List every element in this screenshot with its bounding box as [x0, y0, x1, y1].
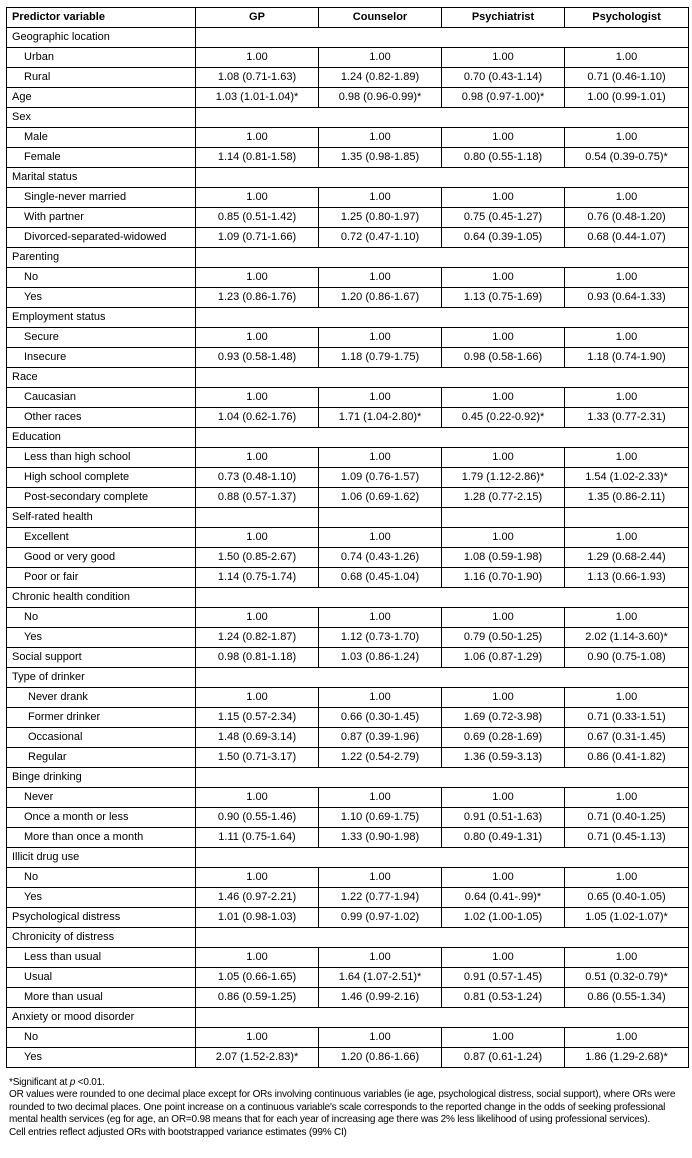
cell-psychiatrist: 0.80 (0.55-1.18): [442, 148, 565, 168]
row-label: More than once a month: [7, 828, 196, 848]
cell-gp: 0.88 (0.57-1.37): [196, 488, 319, 508]
cell-gp: 1.08 (0.71-1.63): [196, 68, 319, 88]
cell-psychiatrist: 1.00: [442, 388, 565, 408]
cell-counselor: 1.00: [319, 948, 442, 968]
cell-psychiatrist: [442, 508, 565, 528]
cell-psychiatrist: 1.00: [442, 608, 565, 628]
table-row: [7, 748, 689, 768]
cell-gp: 1.46 (0.97-2.21): [196, 888, 319, 908]
significance-note-suffix: <0.01.: [75, 1077, 105, 1088]
cell-psychiatrist: 1.00: [442, 1028, 565, 1048]
cell-counselor: 0.98 (0.96-0.99)*: [319, 88, 442, 108]
group-header-row: [7, 588, 689, 608]
row-label: Yes: [7, 888, 196, 908]
cell-counselor: 1.00: [319, 1028, 442, 1048]
row-label: Yes: [7, 628, 196, 648]
cell-psychologist: 1.00: [565, 528, 689, 548]
cell-counselor: 1.35 (0.98-1.85): [319, 148, 442, 168]
cell-psychologist: 0.51 (0.32-0.79)*: [565, 968, 689, 988]
table-row: [7, 828, 689, 848]
cell-psychologist: 1.00: [565, 128, 689, 148]
table-footnotes: [9, 1077, 689, 1139]
cell-gp: 0.86 (0.59-1.25): [196, 988, 319, 1008]
table-row: [7, 708, 689, 728]
cell-counselor: 1.25 (0.80-1.97): [319, 208, 442, 228]
cell-gp: 1.50 (0.71-3.17): [196, 748, 319, 768]
cell-psychologist: 0.90 (0.75-1.08): [565, 648, 689, 668]
group-spacer-cell: [196, 168, 689, 188]
table-row: [7, 608, 689, 628]
rounding-note: OR values were rounded to one decimal place except for ORs involving continuous variables (ie age, psychological distress, social support), where ORs were rounded to two decimal places. One point increase on a continuous variable's scale corresponds to the reported change in the odds of seeking professional mental health services (eg for age, an OR=0.98 means that for each year of increasing age there was 2% less likelihood of using professional services).: [9, 1089, 676, 1126]
significance-note-prefix: *Significant at: [9, 1077, 70, 1088]
group-header-row: [7, 368, 689, 388]
row-label: Sex: [7, 108, 196, 128]
row-label: Race: [7, 368, 196, 388]
table-row: [7, 328, 689, 348]
header-gp: GP: [196, 8, 319, 28]
table-row: [7, 188, 689, 208]
cell-psychologist: 1.18 (0.74-1.90): [565, 348, 689, 368]
cell-gp: 1.23 (0.86-1.76): [196, 288, 319, 308]
table-row: [7, 868, 689, 888]
cell-psychologist: 0.71 (0.46-1.10): [565, 68, 689, 88]
row-label: Occasional: [7, 728, 196, 748]
group-header-row: [7, 248, 689, 268]
cell-counselor: 1.22 (0.77-1.94): [319, 888, 442, 908]
cell-psychiatrist: 0.98 (0.97-1.00)*: [442, 88, 565, 108]
table-row: [7, 788, 689, 808]
group-spacer-cell: [196, 248, 689, 268]
cell-gp: 1.00: [196, 788, 319, 808]
cell-psychologist: 1.00: [565, 48, 689, 68]
row-label: Post-secondary complete: [7, 488, 196, 508]
group-header-row: [7, 508, 689, 528]
row-label: Marital status: [7, 168, 196, 188]
group-spacer-cell: [196, 368, 689, 388]
cell-gp: 0.73 (0.48-1.10): [196, 468, 319, 488]
row-label: Psychological distress: [7, 908, 196, 928]
cell-counselor: 1.00: [319, 328, 442, 348]
cell-psychiatrist: 0.64 (0.41-.99)*: [442, 888, 565, 908]
row-label: Good or very good: [7, 548, 196, 568]
group-header-row: [7, 108, 689, 128]
table-row: [7, 648, 689, 668]
table-row: [7, 548, 689, 568]
cell-counselor: 1.00: [319, 448, 442, 468]
table-row: [7, 448, 689, 468]
row-label: Regular: [7, 748, 196, 768]
table-row: [7, 628, 689, 648]
table-row: [7, 148, 689, 168]
cell-psychologist: 0.86 (0.41-1.82): [565, 748, 689, 768]
cell-gp: 1.00: [196, 948, 319, 968]
row-label: Employment status: [7, 308, 196, 328]
row-label: Less than high school: [7, 448, 196, 468]
cell-psychiatrist: 1.00: [442, 448, 565, 468]
row-label: No: [7, 268, 196, 288]
cell-gp: 1.24 (0.82-1.87): [196, 628, 319, 648]
table-row: [7, 808, 689, 828]
cell-psychologist: 1.00: [565, 688, 689, 708]
row-label: Usual: [7, 968, 196, 988]
group-header-row: [7, 848, 689, 868]
row-label: Parenting: [7, 248, 196, 268]
cell-psychiatrist: 1.06 (0.87-1.29): [442, 648, 565, 668]
table-row: [7, 1048, 689, 1068]
cell-gp: 1.14 (0.81-1.58): [196, 148, 319, 168]
group-spacer-cell: [196, 428, 689, 448]
table-row: [7, 988, 689, 1008]
cell-gp: 0.85 (0.51-1.42): [196, 208, 319, 228]
group-spacer-cell: [196, 848, 689, 868]
row-label: Excellent: [7, 528, 196, 548]
cell-psychiatrist: 0.91 (0.51-1.63): [442, 808, 565, 828]
cell-psychiatrist: 1.69 (0.72-3.98): [442, 708, 565, 728]
cell-psychologist: 1.00: [565, 388, 689, 408]
group-spacer-cell: [196, 588, 689, 608]
cell-psychologist: 1.00: [565, 948, 689, 968]
cell-gp: 2.07 (1.52-2.83)*: [196, 1048, 319, 1068]
cell-gp: 1.00: [196, 448, 319, 468]
cell-psychologist: 1.00: [565, 608, 689, 628]
cell-gp: 1.00: [196, 1028, 319, 1048]
cell-psychiatrist: 0.70 (0.43-1.14): [442, 68, 565, 88]
row-label: No: [7, 1028, 196, 1048]
cell-psychologist: 0.93 (0.64-1.33): [565, 288, 689, 308]
cell-psychiatrist: 1.13 (0.75-1.69): [442, 288, 565, 308]
group-header-row: [7, 308, 689, 328]
cell-gp: 1.05 (0.66-1.65): [196, 968, 319, 988]
odds-ratio-table: [6, 7, 689, 1068]
cell-psychiatrist: 0.98 (0.58-1.66): [442, 348, 565, 368]
cell-psychologist: 0.71 (0.45-1.13): [565, 828, 689, 848]
group-header-row: [7, 28, 689, 48]
cell-gp: 1.00: [196, 48, 319, 68]
table-row: [7, 728, 689, 748]
cell-gp: 1.50 (0.85-2.67): [196, 548, 319, 568]
group-spacer-cell: [196, 768, 689, 788]
cell-psychiatrist: 0.87 (0.61-1.24): [442, 1048, 565, 1068]
table-body: [7, 28, 689, 1068]
cell-counselor: 1.00: [319, 788, 442, 808]
row-label: Single-never married: [7, 188, 196, 208]
cell-gp: 1.00: [196, 388, 319, 408]
table-row: [7, 288, 689, 308]
cell-counselor: 1.18 (0.79-1.75): [319, 348, 442, 368]
cell-counselor: 0.99 (0.97-1.02): [319, 908, 442, 928]
cell-counselor: 1.20 (0.86-1.67): [319, 288, 442, 308]
cell-counselor: 0.74 (0.43-1.26): [319, 548, 442, 568]
group-header-row: [7, 768, 689, 788]
cell-psychologist: 1.05 (1.02-1.07)*: [565, 908, 689, 928]
cell-counselor: 1.46 (0.99-2.16): [319, 988, 442, 1008]
cell-counselor: 1.24 (0.82-1.89): [319, 68, 442, 88]
cell-counselor: 0.66 (0.30-1.45): [319, 708, 442, 728]
group-spacer-cell: [196, 668, 689, 688]
group-spacer-cell: [196, 308, 689, 328]
row-label: Type of drinker: [7, 668, 196, 688]
table-row: [7, 948, 689, 968]
cell-psychologist: 1.00: [565, 268, 689, 288]
header-psychiatrist: Psychiatrist: [442, 8, 565, 28]
cell-counselor: 1.00: [319, 388, 442, 408]
row-label: Former drinker: [7, 708, 196, 728]
row-label: Poor or fair: [7, 568, 196, 588]
cell-gp: 0.98 (0.81-1.18): [196, 648, 319, 668]
cell-psychologist: 1.00: [565, 328, 689, 348]
row-label: Male: [7, 128, 196, 148]
cell-psychiatrist: 1.00: [442, 328, 565, 348]
row-label: Age: [7, 88, 196, 108]
cell-psychologist: 1.00: [565, 188, 689, 208]
table-row: [7, 68, 689, 88]
cell-psychologist: 0.86 (0.55-1.34): [565, 988, 689, 1008]
cell-counselor: 0.87 (0.39-1.96): [319, 728, 442, 748]
table-row: [7, 348, 689, 368]
cell-gp: 1.00: [196, 868, 319, 888]
cell-psychiatrist: 1.00: [442, 188, 565, 208]
cell-psychologist: 0.76 (0.48-1.20): [565, 208, 689, 228]
cell-psychologist: 0.68 (0.44-1.07): [565, 228, 689, 248]
cell-entries-note: Cell entries reflect adjusted ORs with bootstrapped variance estimates (99% CI): [9, 1126, 347, 1138]
cell-counselor: 1.00: [319, 188, 442, 208]
significance-note: [9, 1077, 689, 1089]
table-row: [7, 128, 689, 148]
group-spacer-cell: [196, 928, 689, 948]
group-header-row: [7, 428, 689, 448]
row-label: Other races: [7, 408, 196, 428]
cell-counselor: 1.10 (0.69-1.75): [319, 808, 442, 828]
cell-counselor: 0.72 (0.47-1.10): [319, 228, 442, 248]
cell-gp: 1.00: [196, 268, 319, 288]
row-label: Never drank: [7, 688, 196, 708]
table-row: [7, 228, 689, 248]
table-row: [7, 568, 689, 588]
row-label: No: [7, 868, 196, 888]
table-row: [7, 488, 689, 508]
row-label: Social support: [7, 648, 196, 668]
cell-gp: 1.00: [196, 528, 319, 548]
cell-gp: 1.04 (0.62-1.76): [196, 408, 319, 428]
cell-psychologist: 2.02 (1.14-3.60)*: [565, 628, 689, 648]
row-label: Less than usual: [7, 948, 196, 968]
cell-psychiatrist: 1.00: [442, 688, 565, 708]
cell-gp: 0.90 (0.55-1.46): [196, 808, 319, 828]
cell-psychologist: 1.13 (0.66-1.93): [565, 568, 689, 588]
cell-psychiatrist: 1.79 (1.12-2.86)*: [442, 468, 565, 488]
row-label: With partner: [7, 208, 196, 228]
cell-counselor: 1.00: [319, 868, 442, 888]
cell-psychologist: 1.33 (0.77-2.31): [565, 408, 689, 428]
row-label: More than usual: [7, 988, 196, 1008]
group-spacer-cell: [196, 108, 689, 128]
cell-gp: 1.03 (1.01-1.04)*: [196, 88, 319, 108]
cell-psychologist: 1.86 (1.29-2.68)*: [565, 1048, 689, 1068]
cell-psychologist: 1.00 (0.99-1.01): [565, 88, 689, 108]
row-label: Illicit drug use: [7, 848, 196, 868]
group-spacer-cell: [196, 1008, 689, 1028]
cell-gp: 1.00: [196, 128, 319, 148]
cell-psychiatrist: 1.16 (0.70-1.90): [442, 568, 565, 588]
group-header-row: [7, 668, 689, 688]
cell-psychiatrist: 0.79 (0.50-1.25): [442, 628, 565, 648]
table-row: [7, 968, 689, 988]
table-row: [7, 888, 689, 908]
cell-counselor: 1.64 (1.07-2.51)*: [319, 968, 442, 988]
cell-counselor: 1.06 (0.69-1.62): [319, 488, 442, 508]
cell-psychiatrist: 1.00: [442, 128, 565, 148]
cell-gp: 1.00: [196, 688, 319, 708]
table-row: [7, 908, 689, 928]
row-label: Anxiety or mood disorder: [7, 1008, 196, 1028]
header-counselor: Counselor: [319, 8, 442, 28]
cell-counselor: 1.00: [319, 128, 442, 148]
row-label: No: [7, 608, 196, 628]
cell-gp: 1.09 (0.71-1.66): [196, 228, 319, 248]
cell-psychiatrist: 1.00: [442, 868, 565, 888]
cell-psychiatrist: 1.00: [442, 48, 565, 68]
cell-psychologist: 1.00: [565, 448, 689, 468]
cell-counselor: [319, 508, 442, 528]
cell-psychologist: 0.71 (0.33-1.51): [565, 708, 689, 728]
row-label: Chronicity of distress: [7, 928, 196, 948]
cell-psychiatrist: 0.69 (0.28-1.69): [442, 728, 565, 748]
row-label: Self-rated health: [7, 508, 196, 528]
group-header-row: [7, 1008, 689, 1028]
row-label: Female: [7, 148, 196, 168]
row-label: Caucasian: [7, 388, 196, 408]
cell-gp: [196, 508, 319, 528]
row-label: Education: [7, 428, 196, 448]
cell-gp: 1.14 (0.75-1.74): [196, 568, 319, 588]
table-row: [7, 48, 689, 68]
cell-counselor: 1.00: [319, 528, 442, 548]
cell-gp: 1.15 (0.57-2.34): [196, 708, 319, 728]
cell-psychiatrist: 1.00: [442, 948, 565, 968]
cell-counselor: 1.12 (0.73-1.70): [319, 628, 442, 648]
table-row: [7, 408, 689, 428]
cell-counselor: 1.00: [319, 268, 442, 288]
cell-psychiatrist: 1.08 (0.59-1.98): [442, 548, 565, 568]
row-label: Once a month or less: [7, 808, 196, 828]
row-label: Binge drinking: [7, 768, 196, 788]
cell-psychiatrist: 0.80 (0.49-1.31): [442, 828, 565, 848]
cell-psychiatrist: 0.75 (0.45-1.27): [442, 208, 565, 228]
cell-psychiatrist: 0.64 (0.39-1.05): [442, 228, 565, 248]
table-row: [7, 688, 689, 708]
cell-psychologist: 1.00: [565, 1028, 689, 1048]
cell-gp: 1.11 (0.75-1.64): [196, 828, 319, 848]
cell-counselor: 0.68 (0.45-1.04): [319, 568, 442, 588]
header-predictor-variable: Predictor variable: [7, 8, 196, 28]
cell-psychiatrist: 0.81 (0.53-1.24): [442, 988, 565, 1008]
cell-psychologist: 1.54 (1.02-2.33)*: [565, 468, 689, 488]
group-spacer-cell: [196, 28, 689, 48]
cell-psychologist: 1.00: [565, 788, 689, 808]
significance-note-p: p: [69, 1077, 76, 1088]
row-label: Divorced-separated-widowed: [7, 228, 196, 248]
cell-psychologist: 0.54 (0.39-0.75)*: [565, 148, 689, 168]
table-row: [7, 1028, 689, 1048]
row-label: Geographic location: [7, 28, 196, 48]
table-row: [7, 468, 689, 488]
group-header-row: [7, 928, 689, 948]
cell-counselor: 1.22 (0.54-2.79): [319, 748, 442, 768]
cell-counselor: 1.03 (0.86-1.24): [319, 648, 442, 668]
row-label: Urban: [7, 48, 196, 68]
cell-psychiatrist: 0.91 (0.57-1.45): [442, 968, 565, 988]
cell-counselor: 1.00: [319, 608, 442, 628]
cell-psychologist: 0.67 (0.31-1.45): [565, 728, 689, 748]
table-row: [7, 208, 689, 228]
row-label: Insecure: [7, 348, 196, 368]
row-label: Yes: [7, 1048, 196, 1068]
cell-gp: 1.48 (0.69-3.14): [196, 728, 319, 748]
cell-psychologist: [565, 508, 689, 528]
row-label: Yes: [7, 288, 196, 308]
cell-psychiatrist: 1.02 (1.00-1.05): [442, 908, 565, 928]
cell-psychologist: 1.29 (0.68-2.44): [565, 548, 689, 568]
group-header-row: [7, 168, 689, 188]
header-psychologist: Psychologist: [565, 8, 689, 28]
table-row: [7, 388, 689, 408]
row-label: Never: [7, 788, 196, 808]
cell-psychiatrist: 1.00: [442, 528, 565, 548]
cell-psychologist: 1.00: [565, 868, 689, 888]
table-row: [7, 528, 689, 548]
cell-counselor: 1.71 (1.04-2.80)*: [319, 408, 442, 428]
cell-counselor: 1.09 (0.76-1.57): [319, 468, 442, 488]
cell-psychologist: 0.71 (0.40-1.25): [565, 808, 689, 828]
cell-psychiatrist: 1.28 (0.77-2.15): [442, 488, 565, 508]
cell-psychiatrist: 1.36 (0.59-3.13): [442, 748, 565, 768]
cell-gp: 1.00: [196, 608, 319, 628]
cell-psychologist: 1.35 (0.86-2.11): [565, 488, 689, 508]
cell-counselor: 1.33 (0.90-1.98): [319, 828, 442, 848]
cell-gp: 0.93 (0.58-1.48): [196, 348, 319, 368]
cell-counselor: 1.00: [319, 688, 442, 708]
row-label: Rural: [7, 68, 196, 88]
row-label: Chronic health condition: [7, 588, 196, 608]
table-row: [7, 88, 689, 108]
cell-counselor: 1.00: [319, 48, 442, 68]
cell-gp: 1.00: [196, 328, 319, 348]
row-label: High school complete: [7, 468, 196, 488]
cell-counselor: 1.20 (0.86-1.66): [319, 1048, 442, 1068]
table-row: [7, 268, 689, 288]
cell-gp: 1.01 (0.98-1.03): [196, 908, 319, 928]
cell-gp: 1.00: [196, 188, 319, 208]
header-row: [7, 8, 689, 28]
cell-psychiatrist: 1.00: [442, 268, 565, 288]
row-label: Secure: [7, 328, 196, 348]
cell-psychiatrist: 0.45 (0.22-0.92)*: [442, 408, 565, 428]
cell-psychiatrist: 1.00: [442, 788, 565, 808]
cell-psychologist: 0.65 (0.40-1.05): [565, 888, 689, 908]
